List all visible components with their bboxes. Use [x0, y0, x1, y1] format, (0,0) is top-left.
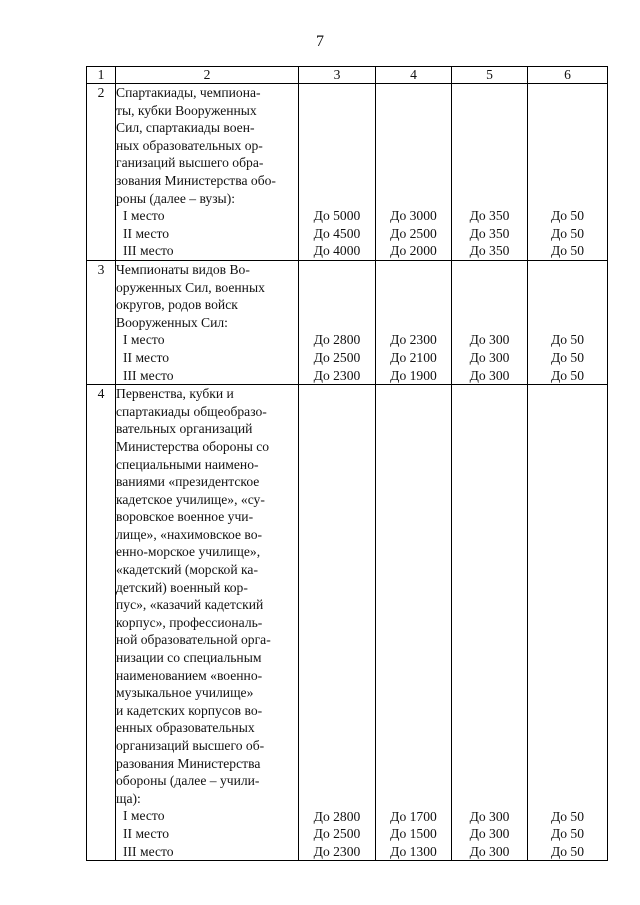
table-row: [87, 84, 608, 261]
competition-description: [116, 84, 299, 261]
amount-value: До 50: [550, 367, 585, 383]
amount-value: До 300: [469, 808, 510, 824]
spacer: [299, 385, 375, 807]
description-line: спартакиады общеобразо-: [116, 403, 267, 419]
amount-value: До 50: [550, 332, 585, 348]
amount-value: До 50: [550, 349, 585, 365]
description-line: обороны (далее – учили-: [116, 773, 260, 789]
amount-values: [299, 331, 375, 384]
amount-cell-c4: [376, 84, 452, 261]
amount-cell-c6: [528, 84, 608, 261]
amount-cell-c6: [528, 385, 608, 861]
amount-value: До 2500: [313, 826, 361, 842]
amount-value: До 1500: [390, 826, 437, 842]
amount-values: [299, 207, 375, 260]
amount-value: До 2800: [313, 332, 361, 348]
place-label: I место: [123, 808, 165, 824]
amount-value: До 300: [469, 843, 510, 859]
description-line: ща):: [116, 790, 141, 806]
column-number: 5: [452, 67, 528, 84]
amount-value: До 2300: [313, 367, 361, 383]
rewards-table: [86, 66, 608, 861]
description-line: Первенства, кубки и: [116, 386, 234, 402]
amount-value: До 50: [550, 843, 585, 859]
description-line: Спартакиады, чемпиона-: [116, 85, 261, 100]
amount-value: До 300: [469, 349, 510, 365]
place-label: II место: [123, 825, 170, 841]
places-list: [116, 807, 298, 860]
description-line: и кадетских корпусов во-: [116, 702, 263, 718]
amount-value: До 2300: [313, 843, 361, 859]
description-line: пус», «казачий кадетский: [116, 597, 264, 613]
description-line: ваниями «президентское: [116, 474, 260, 490]
amount-value: До 350: [469, 243, 510, 259]
spacer: [452, 84, 527, 207]
description-line: низации со специальным: [116, 650, 262, 666]
description-line: музыкальное училище»: [116, 685, 254, 701]
description-line: вательных организаций: [116, 421, 253, 437]
description-line: детский) военный кор-: [116, 579, 248, 595]
competition-description: [116, 260, 299, 384]
amount-values: [376, 808, 451, 861]
amount-value: До 300: [469, 367, 510, 383]
amount-value: До 2100: [390, 349, 437, 365]
description-line: специальными наимено-: [116, 456, 259, 472]
amount-cell-c5: [452, 385, 528, 861]
spacer: [452, 385, 527, 807]
row-number: 3: [87, 260, 116, 384]
spacer: [376, 84, 451, 207]
amount-values: [452, 331, 527, 384]
amount-values: [452, 808, 527, 861]
spacer: [376, 261, 451, 331]
table-row: [87, 385, 608, 861]
place-label: I место: [123, 332, 165, 348]
spacer: [528, 385, 607, 807]
description-line: Сил, спартакиады воен-: [116, 120, 255, 136]
column-number: 3: [299, 67, 376, 84]
spacer: [528, 261, 607, 331]
amount-values: [528, 808, 607, 861]
competition-description: [116, 385, 299, 861]
description-line: корпус», профессиональ-: [116, 614, 263, 630]
spacer: [452, 261, 527, 331]
column-number: 2: [116, 67, 299, 84]
row-number: 4: [87, 385, 116, 861]
amount-value: До 350: [469, 225, 510, 241]
amount-cell-c3: [299, 385, 376, 861]
row-number: 2: [87, 84, 116, 261]
spacer: [299, 84, 375, 207]
description-line: округов, родов войск: [116, 297, 238, 313]
spacer: [528, 84, 607, 207]
amount-value: До 2000: [390, 243, 437, 259]
amount-value: До 300: [469, 826, 510, 842]
description-line: Вооруженных Сил:: [116, 314, 228, 330]
description-line: ганизаций высшего обра-: [116, 155, 264, 171]
amount-value: До 4500: [313, 225, 361, 241]
page-number: 7: [316, 33, 324, 50]
description-line: Министерства обороны со: [116, 438, 270, 454]
description-line: роны (далее – вузы):: [116, 190, 235, 206]
place-label: III место: [123, 367, 174, 383]
description-line: енно-морское училище»,: [116, 544, 261, 560]
column-numbers-row: [87, 67, 608, 84]
amount-cell-c5: [452, 84, 528, 261]
amount-cell-c6: [528, 260, 608, 384]
amount-value: До 5000: [313, 208, 361, 224]
column-number: 6: [528, 67, 608, 84]
description-line: «кадетский (морской ка-: [116, 562, 258, 578]
amount-value: До 350: [469, 208, 510, 224]
description-line: кадетское училище», «су-: [116, 491, 265, 507]
description-line: разования Министерства: [116, 755, 261, 771]
amount-cell-c3: [299, 260, 376, 384]
amount-value: До 1300: [390, 843, 437, 859]
amount-value: До 3000: [390, 208, 437, 224]
amount-cell-c4: [376, 260, 452, 384]
places-list: [116, 207, 298, 260]
amount-values: [376, 207, 451, 260]
amount-cell-c5: [452, 260, 528, 384]
amount-value: До 1900: [390, 367, 437, 383]
description-line: лище», «нахимовское во-: [116, 526, 263, 542]
places-list: [116, 331, 298, 384]
amount-value: До 50: [550, 208, 585, 224]
amount-value: До 4000: [313, 243, 361, 259]
description-line: зования Министерства обо-: [116, 172, 276, 188]
column-number: 1: [87, 67, 116, 84]
amount-value: До 2800: [313, 808, 361, 824]
table-row: [87, 260, 608, 384]
description-line: ты, кубки Вооруженных: [116, 102, 257, 118]
place-label: I место: [123, 208, 165, 224]
amount-value: До 50: [550, 243, 585, 259]
description-line: ной образовательной орга-: [116, 632, 271, 648]
amount-value: До 50: [550, 225, 585, 241]
amount-values: [376, 331, 451, 384]
amount-value: До 2500: [313, 349, 361, 365]
place-label: II место: [123, 225, 170, 241]
place-label: III место: [123, 243, 174, 259]
spacer: [299, 261, 375, 331]
place-label: III место: [123, 843, 174, 859]
amount-value: До 1700: [390, 808, 437, 824]
description-line: Чемпионаты видов Во-: [116, 261, 250, 277]
amount-value: До 2500: [390, 225, 437, 241]
description-line: воровское военное учи-: [116, 509, 254, 525]
amount-cell-c3: [299, 84, 376, 261]
place-label: II место: [123, 349, 170, 365]
amount-cell-c4: [376, 385, 452, 861]
amount-value: До 50: [550, 826, 585, 842]
description-line: енных образовательных: [116, 720, 255, 736]
description-line: наименованием «военно-: [116, 667, 263, 683]
column-number: 4: [376, 67, 452, 84]
amount-values: [452, 207, 527, 260]
description-line: организаций высшего об-: [116, 738, 265, 754]
description-line: ных образовательных ор-: [116, 137, 263, 153]
description-line: оруженных Сил, военных: [116, 279, 265, 295]
amount-values: [528, 207, 607, 260]
amount-value: До 2300: [390, 332, 437, 348]
amount-value: До 50: [550, 808, 585, 824]
amount-values: [528, 331, 607, 384]
amount-value: До 300: [469, 332, 510, 348]
amount-values: [299, 808, 375, 861]
spacer: [376, 385, 451, 807]
